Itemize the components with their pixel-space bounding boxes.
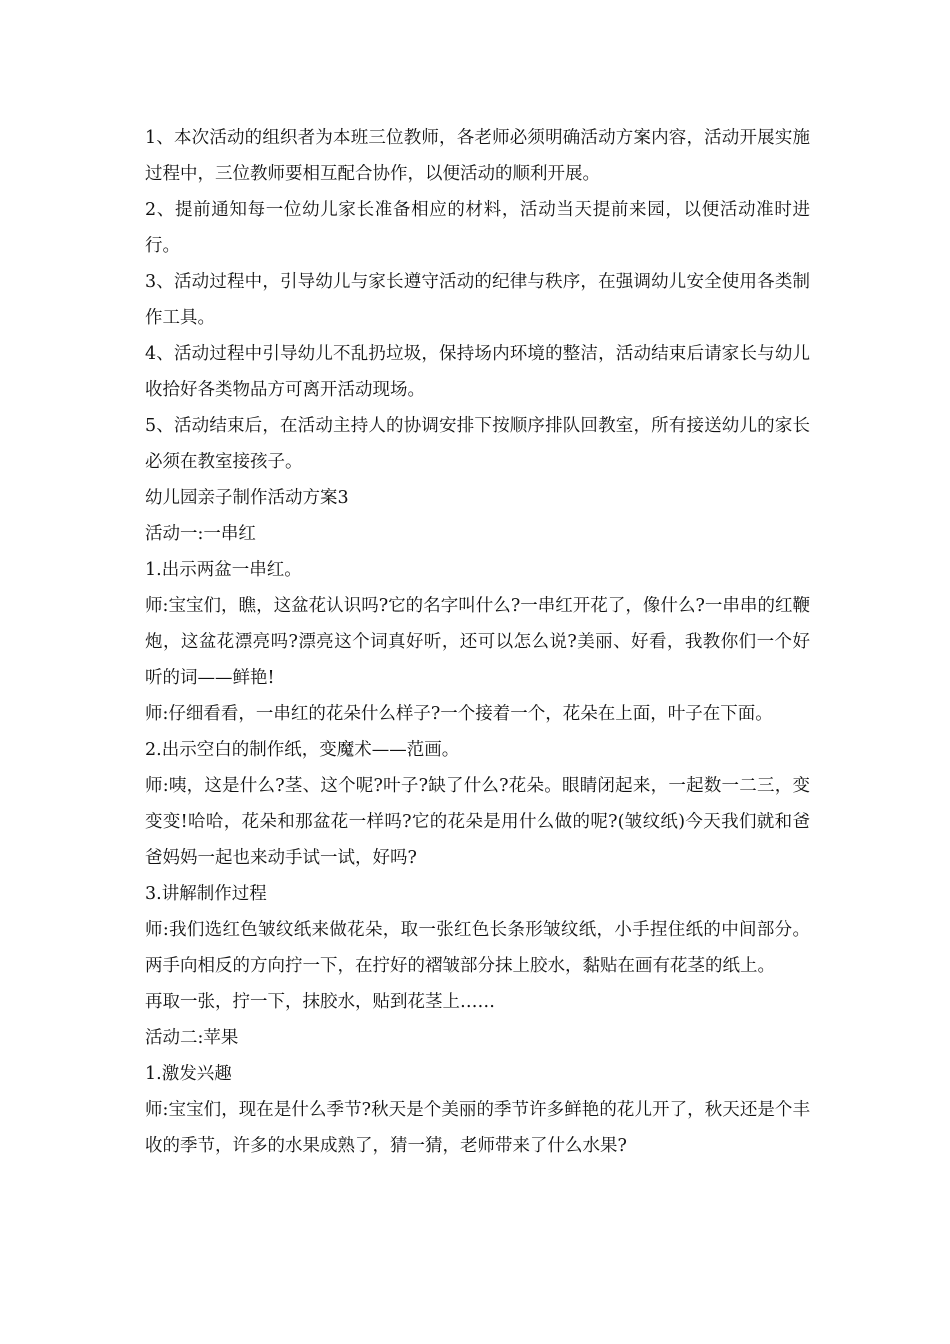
document-body: [145, 120, 810, 1164]
step-heading: 3.讲解制作过程: [145, 884, 267, 904]
activity-one-heading: 活动一:一串红: [145, 524, 256, 544]
paragraph-item-5: 5、活动结束后，在活动主持人的协调安排下按顺序排队回教室，所有接送幼儿的家长必须在教室接孩子。: [145, 416, 810, 472]
section-heading: 幼儿园亲子制作活动方案3: [145, 488, 349, 508]
teacher-dialogue: 师:咦，这是什么?茎、这个呢?叶子?缺了什么?花朵。眼睛闭起来，一起数一二三，变变变!哈哈，花朵和那盆花一样吗?它的花朵是用什么做的呢?(皱纹纸)今天我们就和爸爸妈妈一起也来动手试一试，好吗?: [145, 776, 810, 868]
teacher-dialogue: 师:宝宝们，现在是什么季节?秋天是个美丽的季节许多鲜艳的花儿开了，秋天还是个丰收的季节，许多的水果成熟了，猜一猜，老师带来了什么水果?: [145, 1100, 810, 1156]
paragraph-item-1: 1、本次活动的组织者为本班三位教师，各老师必须明确活动方案内容，活动开展实施过程中，三位教师要相互配合协作，以便活动的顺利开展。: [145, 128, 810, 184]
activity-two-heading: 活动二:苹果: [145, 1028, 239, 1048]
step-heading: 1.激发兴趣: [145, 1064, 232, 1084]
teacher-dialogue: 师:仔细看看，一串红的花朵什么样子?一个接着一个，花朵在上面，叶子在下面。: [145, 704, 773, 724]
paragraph-item-3: 3、活动过程中，引导幼儿与家长遵守活动的纪律与秩序，在强调幼儿安全使用各类制作工具。: [145, 272, 810, 328]
teacher-dialogue: 师:宝宝们，瞧，这盆花认识吗?它的名字叫什么?一串红开花了，像什么?一串串的红鞭炮，这盆花漂亮吗?漂亮这个词真好听，还可以怎么说?美丽、好看，我教你们一个好听的词——鲜艳!: [145, 596, 810, 688]
paragraph-item-2: 2、提前通知每一位幼儿家长准备相应的材料，活动当天提前来园，以便活动准时进行。: [145, 200, 810, 256]
step-heading: 2.出示空白的制作纸，变魔术——范画。: [145, 740, 460, 760]
step-heading: 1.出示两盆一串红。: [145, 560, 302, 580]
teacher-dialogue: 师:我们选红色皱纹纸来做花朵，取一张红色长条形皱纹纸，小手捏住纸的中间部分。两手向相反的方向拧一下，在拧好的褶皱部分抹上胶水，黏贴在画有花茎的纸上。: [145, 920, 810, 976]
paragraph-item-4: 4、活动过程中引导幼儿不乱扔垃圾，保持场内环境的整洁，活动结束后请家长与幼儿收拾好各类物品方可离开活动现场。: [145, 344, 810, 400]
instruction-text: 再取一张，拧一下，抹胶水，贴到花茎上……: [145, 992, 495, 1012]
